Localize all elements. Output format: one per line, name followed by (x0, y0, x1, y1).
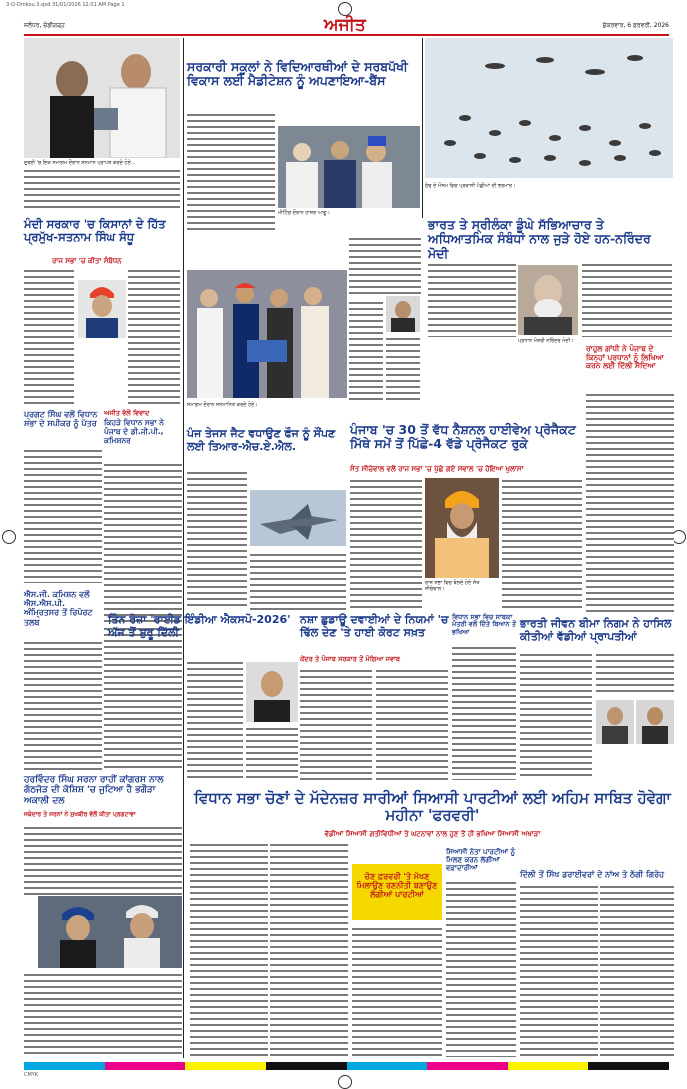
caption-text: ਦੁਬਈ 'ਚ ਇਕ ਸਮਾਗਮ ਦੌਰਾਨ ਸਨਮਾਨ ਪ੍ਰਾਪਤ ਕਰਦੇ ਹੋਏ... (24, 160, 136, 166)
masthead (24, 15, 669, 36)
mandi-body-2 (128, 268, 180, 408)
ajit-beh-body (104, 462, 182, 622)
nsa-body (24, 640, 102, 770)
nasha-kicker: ਕੇਂਦਰ ਤੇ ਪੰਜਾਬ ਸਰਕਾਰ ਤੋਂ ਮੰਗਿਆ ਜਵਾਬ (300, 655, 400, 663)
seechewal-caption: ਰਾਜ ਸਭਾ ਵਿਚ ਬੋਲਦੇ ਹੋਏ ਸੰਤ ਸੀਚੇਵਾਲ। (425, 580, 480, 592)
registration-mark-icon (338, 2, 352, 16)
bharat-sri-body (428, 262, 516, 337)
lic-body-2 (596, 652, 674, 696)
lic-body (520, 652, 592, 780)
nasha-body-2 (376, 668, 448, 780)
feb-body (190, 842, 268, 1057)
harvinder-body (24, 825, 182, 895)
vidhan-jeb-body (452, 645, 516, 780)
seechewal-photo (425, 478, 499, 578)
jet-photo (250, 490, 346, 546)
harvinder-headline: ਹਰਵਿੰਦਰ ਸਿੰਘ ਸਰਨਾ ਰਾਹੀਂ ਕਾਂਗਰਸ ਨਾਲ ਗੱਠਜੋੜ ਦੀ ਕੋਸ਼ਿਸ਼ 'ਚ ਜੁਟਿਆ ਹੈ ਭਗੌੜਾ ਅਕਾਲੀ ਦਲ (24, 775, 164, 806)
vidhan-jeb-headline: ਵਿਧਾਨ ਸਭਾ ਵਿਚ ਸਾਬਕਾ ਮੰਤਰੀ ਵਲੋਂ ਦਿੱਤੇ ਬਿਆਨ ਤੋਂ ਭਖਿਆ (452, 613, 516, 636)
birds-caption: ਠੰਢ ਦੇ ਮੌਸਮ ਵਿਚ ਪ੍ਰਵਾਸੀ ਪੰਛੀਆਂ ਦੀ ਭਰਮਾਰ। (425, 183, 516, 189)
bharat-sri-body-2 (582, 262, 672, 337)
meeting-caption: ਮੀਟਿੰਗ ਦੌਰਾਨ ਹਾਜ਼ਰ ਆਗੂ। (278, 210, 330, 216)
harvinder-kicker: ਜਥੇਦਾਰ ਤੇ ਸਰਨਾਂ ਨੇ ਸੁਖਬੀਰ ਵੱਲੋਂ ਕੀਤਾ ਪ੍ਰਗਟਾਵਾ (24, 811, 136, 818)
feb-body-2 (270, 842, 348, 1057)
nasha-headline: ਨਸ਼ਾ ਛੁਡਾਊ ਦਵਾਈਆਂ ਦੇ ਨਿਯਮਾਂ 'ਚ ਢਿੱਲ ਦੇਣ 'ਤੇ ਹਾਈ ਕੋਰਟ ਸਖ਼ਤ (300, 613, 449, 639)
punjab-hw-headline: ਪੰਜਾਬ 'ਚ 30 ਤੋਂ ਵੱਧ ਨੈਸ਼ਨਲ ਹਾਈਵੇਅ ਪ੍ਰੋਜੈਕਟ ਮਿੱਥੇ ਸਮੇਂ ਤੋਂ ਪਿੱਛੇ-4 ਵੱਡੇ ਪ੍ਰੋਜੈਕਟ ਰੁਕੇ (350, 422, 576, 452)
group-caption: ਸਮਾਗਮ ਦੌਰਾਨ ਸਨਮਾਨਿਤ ਕਰਦੇ ਹੋਏ। (187, 402, 258, 408)
harvinder-body-2 (24, 972, 182, 1057)
punjab-hw-kicker: ਸੰਤ ਸੀਚੇਵਾਲ ਵਲੋਂ ਰਾਜ ਸਭਾ 'ਚ ਪੁੱਛੇ ਗਏ ਸਵਾਲ 'ਚ ਹੋਇਆ ਖੁਲਾਸਾ (350, 465, 524, 473)
masthead-date: ਸ਼ੁੱਕਰਵਾਰ, 6 ਫਰਵਰੀ, 2026 (602, 22, 669, 29)
feb-body-4 (446, 880, 516, 1057)
delhi-body (520, 884, 598, 1057)
pragat-headline: ਪ੍ਰਗਟ ਸਿੰਘ ਵਲੋਂ ਵਿਧਾਨ ਸਭਾ ਦੇ ਸਪੀਕਰ ਨੂੰ ਪੱਤਰ (24, 410, 98, 429)
feb-box: ਚੋਣ ਫ਼ਰਵਰੀ 'ਤੇ ਮੱਖਣ ਮਿਲਾਉਣ ਰਣਨੀਤੀ ਬਣਾਉਣ ਲੱਗੀਆਂ ਪਾਰਟੀਆਂ (352, 864, 442, 920)
punjab-hw-body-2 (502, 478, 582, 608)
registration-mark-icon (2, 530, 16, 544)
sarkari-headline: ਸਰਕਾਰੀ ਸਕੂਲਾਂ ਨੇ ਵਿਦਿਆਰਥੀਆਂ ਦੇ ਸਰਬਪੱਖੀ ਵਿਕਾਸ ਲਈ ਮੈਡੀਟੇਸ਼ਨ ਨੂੰ ਅਪਣਾਇਆ-ਬੈਂਸ (187, 59, 408, 89)
award-caption (24, 160, 180, 212)
feb-sub: ਸਿਆਸੀ ਨੇਤਾ ਪਾਰਟੀਆਂ ਨੂੰ ਮਿਲਣ ਕਰਨ ਲੱਗੀਆਂ ਵਫ਼ਾਦਾਰੀਆਂ (446, 848, 516, 873)
file-meta-strip: 3-Q-Dmkou.3.qxd 31/01/2026 12:01 AM Page 1 (6, 2, 125, 8)
sandhu-photo (78, 280, 126, 338)
side-body-2 (349, 300, 383, 400)
modi-caption: ਪ੍ਰਧਾਨ ਮੰਤਰੀ ਨਰਿੰਦਰ ਮੋਦੀ। (518, 338, 574, 344)
lic-headline: ਭਾਰਤੀ ਜੀਵਨ ਬੀਮਾ ਨਿਗਮ ਨੇ ਹਾਸਿਲ ਕੀਤੀਆਂ ਵੱਡੀਆਂ ਪ੍ਰਾਪਤੀਆਂ (520, 617, 672, 643)
rahul-headline: ਰਾਹੁਲ ਗਾਂਧੀ ਨੇ ਪੰਜਾਬ ਦੇ ਕਿਨ੍ਹਾਂ ਪ੍ਰਧਾਨਾਂ ਨੂੰ ਲਿਖਿਆ ਕਰਨ ਲਈ ਦਿੱਲੀ ਸੱਦਿਆ (586, 344, 664, 371)
ajit-beh-block (104, 410, 182, 445)
panj-jet-headline: ਪੰਜ ਤੇਜਸ ਜੈਟ ਵਧਾਉਣ ਫੌਜ ਨੂੰ ਸੌਂਪਣ ਲਈ ਤਿਆਰ-ਐਚ.ਏ.ਐਲ. (187, 427, 336, 453)
portrait-photo (386, 296, 420, 332)
nsa-headline: ਐਸ.ਜੀ. ਕਮਿਸ਼ਨ ਵਲੋਂ ਐਸ.ਐਸ.ਪੀ. ਅੰਮ੍ਰਿਤਸਰ ਤੋਂ ਰਿਪੋਰਟ ਤਲਬ (24, 590, 93, 627)
ajit-beh-headline: ਕਿਹੜੇ ਵਿਧਾਨ ਸਭਾ ਨੇ ਪੰਜਾਬ ਦੇ ਡੀ.ਜੀ.ਪੀ., ਕਮਿਸ਼ਨਰ (104, 418, 164, 445)
masthead-logo: ਅਜੀਤ (324, 15, 366, 35)
sarkari-body (187, 112, 275, 232)
delhi-headline: ਦਿੱਲੀ ਤੋਂ ਸਿੱਖ ਡਰਾਈਵਰਾਂ ਦੇ ਨਾਂਅ ਤੇ ਠੱਗੀ ਗਿਰੋਹ (520, 870, 664, 879)
panj-jet-body (187, 470, 247, 610)
masthead-place: ਜਲੰਧਰ, ਚੰਡੀਗੜ੍ਹ (24, 22, 65, 29)
feb-body-3 (352, 926, 442, 1057)
registration-mark-icon (672, 530, 686, 544)
delhi-body-2 (600, 884, 674, 1057)
rahul-body (586, 392, 674, 612)
feb-kicker: ਵੱਡੀਆਂ ਸਿਆਸੀ ਗਤੀਵਿਧੀਆਂ ਤੇ ਘਟਨਾਵਾਂ ਨਾਲ ਹੁਣ ਤੋਂ ਹੀ ਭਖਿਆ ਸਿਆਸੀ ਅਖਾੜਾ (324, 830, 541, 838)
registration-mark-icon (338, 1075, 352, 1089)
award-photo (24, 38, 180, 158)
india-expo-body (187, 660, 243, 780)
mandi-body (24, 268, 74, 408)
mandi-headline: ਮੰਦੀ ਸਰਕਾਰ 'ਚ ਕਿਸਾਨਾਂ ਦੇ ਹਿੱਤ ਪ੍ਰਮੁੱਖ-ਸਤਨਾਮ ਸਿੰਘ ਸੰਧੂ (24, 217, 166, 245)
india-expo-body-2 (246, 726, 298, 780)
feb-headline: ਵਿਧਾਨ ਸਭਾ ਚੋਣਾਂ ਦੇ ਮੱਦੇਨਜ਼ਰ ਸਾਰੀਆਂ ਸਿਆਸੀ ਪਾਰਟੀਆਂ ਲਈ ਅਹਿਮ ਸਾਬਿਤ ਹੋਵੇਗਾ ਮਹੀਨਾ 'ਫਰਵਰੀ' (194, 789, 671, 825)
footer-label: CMYK (24, 1072, 39, 1078)
lic-portrait-2 (636, 700, 674, 744)
punjab-hw-body (350, 478, 422, 608)
side-body-3 (386, 336, 420, 400)
ajit-beh-kicker: ਅਜੀਤ ਵੱਲੋਂ ਵਿਵਾਦ (104, 410, 182, 417)
india-expo-headline: ਤਿੰਨ ਰੋਜ਼ਾ 'ਰਾਈਡ ਇੰਡੀਆ ਐਕਸਪੋ-2026' ਅੱਜ ਤੋਂ ਸ਼ੁਰੂ ਦਿੱਲੀ (108, 613, 291, 639)
lic-portrait-1 (596, 700, 634, 744)
modi-photo (518, 265, 578, 335)
footer-color-bar (24, 1062, 669, 1070)
nasha-body (300, 668, 372, 780)
meeting-photo (278, 126, 420, 208)
mandi-kicker: ਰਾਜ ਸਭਾ 'ਚ ਕੀਤਾ ਸੰਬੋਧਨ (52, 257, 122, 265)
side-body (349, 236, 421, 296)
panj-jet-body-2 (250, 552, 346, 610)
birds-photo (425, 38, 673, 178)
sarna-photo (38, 896, 182, 968)
expo-portrait (246, 662, 298, 722)
bharat-sri-headline: ਭਾਰਤ ਤੇ ਸ੍ਰੀਲੰਕਾ ਡੂੰਘੇ ਸੱਭਿਆਚਾਰ ਤੇ ਅਧਿਆਤਮਿਕ ਸੰਬੰਧਾਂ ਨਾਲ ਜੁੜੇ ਹੋਏ ਹਨ-ਨਰਿੰਦਰ ਮੋਦੀ (428, 217, 651, 261)
nsa-body-2 (104, 626, 182, 770)
pragat-body (24, 448, 102, 583)
group-photo (187, 270, 347, 398)
